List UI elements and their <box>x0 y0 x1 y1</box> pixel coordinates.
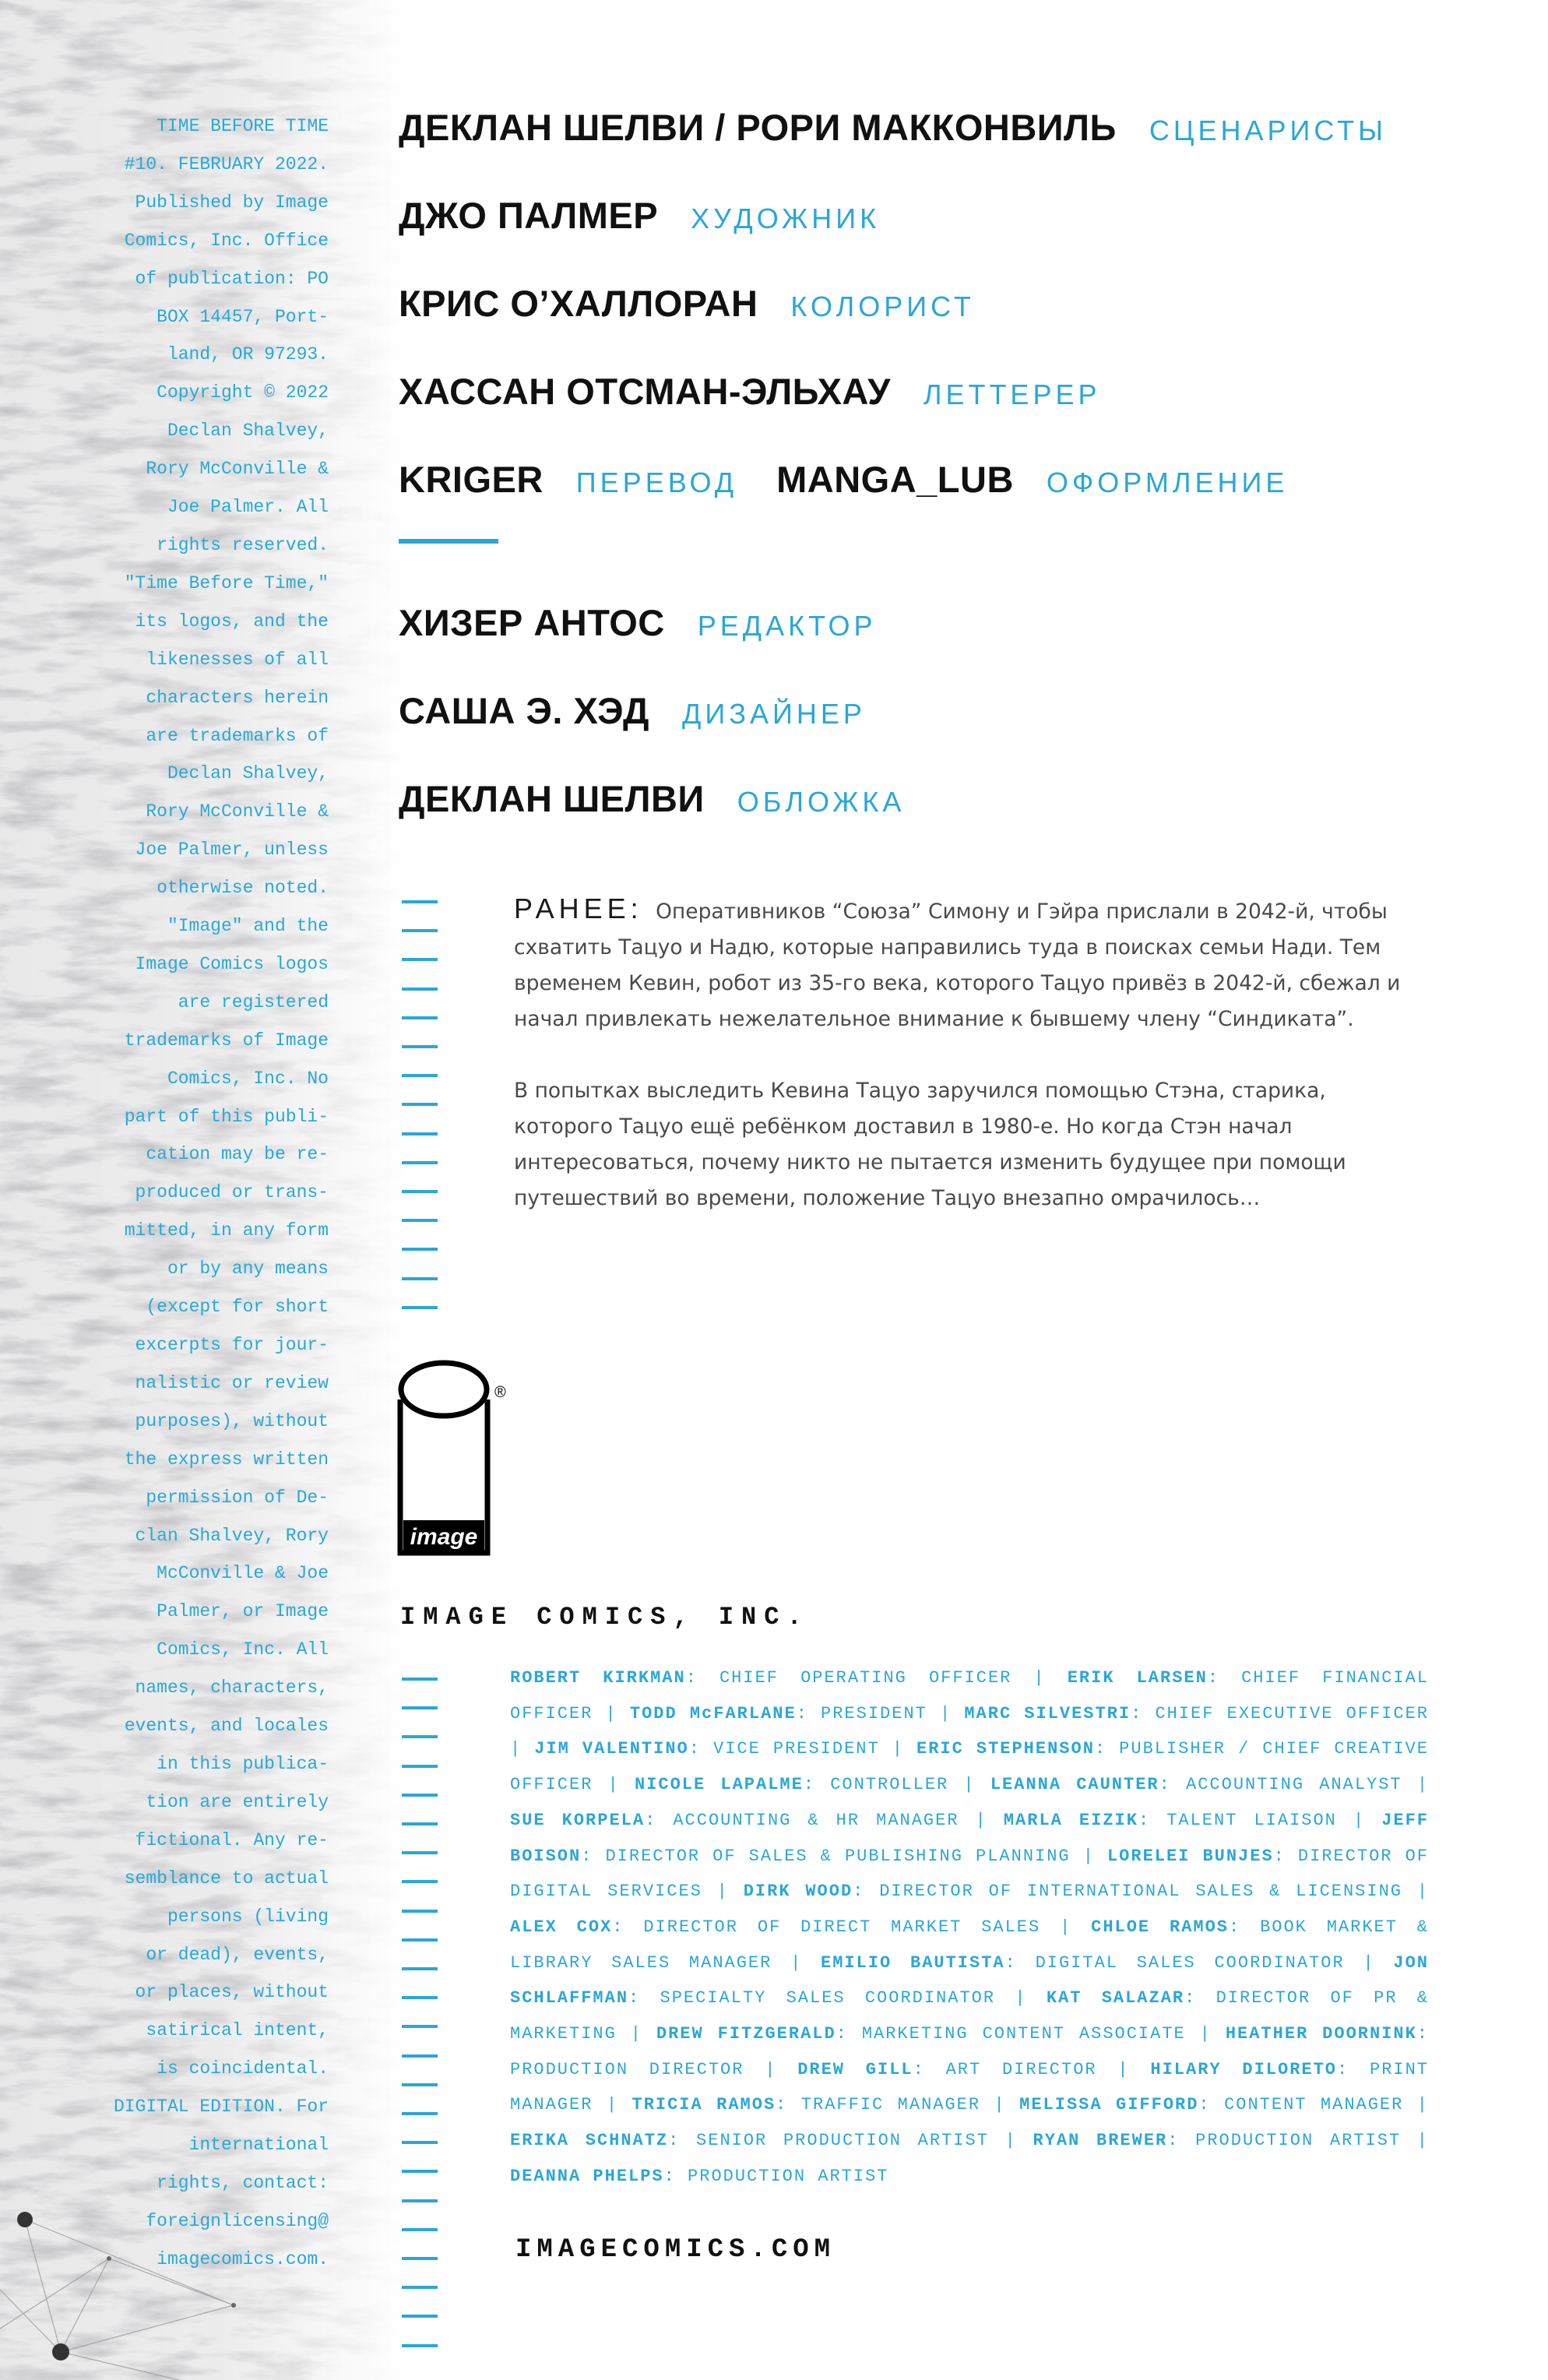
legal-line: international <box>188 2135 329 2156</box>
legal-line: likenesses of all <box>146 649 329 670</box>
legal-line: Image Comics logos <box>135 953 329 974</box>
staff-title: ACCOUNTING ANALYST <box>1186 1775 1402 1795</box>
ruler-dash <box>402 1045 438 1048</box>
legal-line: persons (living <box>167 1906 329 1927</box>
ruler-dash <box>402 1967 438 1970</box>
staff-name: DREW GILL <box>797 2059 913 2079</box>
staff-name: LORELEI BUNJES <box>1106 1846 1274 1866</box>
staff-name: DIRK WOOD <box>743 1882 853 1902</box>
staff-name: TRICIA RAMOS <box>632 2095 776 2115</box>
network-node <box>52 2343 69 2361</box>
legal-line: "Time Before Time," <box>124 572 329 593</box>
legal-notice <box>101 107 329 2279</box>
ruler-dash <box>402 929 438 932</box>
ruler-dash <box>402 1161 438 1164</box>
legal-line: Rory McConville & <box>146 459 329 480</box>
legal-line: events, and locales <box>124 1716 329 1737</box>
legal-line: in this publica- <box>157 1753 329 1774</box>
ruler-dash <box>402 2054 438 2058</box>
staff-title: DIRECTOR OF DIRECT MARKET SALES <box>643 1917 1041 1937</box>
ruler-dash <box>402 1074 438 1077</box>
credit-name: ДЕКЛАН ШЕЛВИ / РОРИ МАККОНВИЛЬ <box>399 107 1117 148</box>
ruler-dash <box>402 2170 438 2173</box>
legal-line: otherwise noted. <box>157 878 329 899</box>
ruler-dash <box>402 1996 438 1999</box>
legal-line: Published by Image <box>135 192 329 213</box>
staff-name: CHLOE RAMOS <box>1091 1917 1229 1937</box>
ruler-dash <box>402 900 438 903</box>
legal-line: Palmer, or Image <box>157 1601 329 1622</box>
staff-title: CHIEF OPERATING OFFICER <box>719 1668 1012 1688</box>
staff-title: CHIEF EXECUTIVE OFFICER <box>1155 1703 1429 1723</box>
credit-role: ХУДОЖНИК <box>691 202 881 234</box>
ruler-dash <box>402 2199 438 2202</box>
staff-name: ERIC STEPHENSON <box>916 1739 1095 1759</box>
credit-role: ДИЗАЙНЕР <box>681 698 866 730</box>
staff-title: SENIOR PRODUCTION ARTIST <box>696 2131 989 2151</box>
credit-role: ПЕРЕВОД <box>575 466 738 498</box>
legal-line: (except for short <box>146 1297 329 1318</box>
staff-title: DIRECTOR OF INTERNATIONAL SALES & LICENSING <box>879 1882 1402 1902</box>
legal-line: nalistic or review <box>135 1372 329 1393</box>
image-comics-logo <box>397 1357 506 1559</box>
staff-title: PUBLISHER / CHIEF CREATIVE OFFICER <box>510 1739 1429 1795</box>
staff-name: JEFF BOISON <box>510 1810 1430 1866</box>
credit-role: РЕДАКТОР <box>697 610 877 642</box>
legal-line: semblance to actual <box>124 1868 329 1889</box>
legal-line: imagecomics.com. <box>157 2248 329 2269</box>
logo-wordmark: image <box>410 1524 478 1550</box>
staff-title: DIRECTOR OF PR & MARKETING <box>510 1988 1430 2044</box>
credit-row <box>399 601 916 644</box>
network-node <box>17 2212 33 2227</box>
company-name: IMAGE COMICS, INC. <box>400 1603 810 1632</box>
legal-line: TIME BEFORE TIME <box>157 116 329 136</box>
synopsis-text-1: Оперативников “Союза” Симону и Гэйра прислали в 2042-й, чтобы схватить Тацуо и Надю, которые направились туда в поисках семьи Нади. Тем временем Кевин, робот из 35-го века, которого Тацуо привёз в 2042-й, сбежал и начал привлекать нежелательное внимание к бывшему члену “Синдиката”. <box>514 900 1401 1031</box>
website-url: IMAGECOMICS.COM <box>515 2235 836 2265</box>
legal-line: #10. FEBRUARY 2022. <box>124 153 329 174</box>
ruler-dash <box>402 1103 438 1106</box>
staff-name: MARLA EIZIK <box>1003 1810 1138 1830</box>
staff-name: HILARY DILORETO <box>1150 2059 1338 2079</box>
staff-title: PRESIDENT <box>821 1703 927 1723</box>
legal-line: fictional. Any re- <box>135 1829 329 1850</box>
legal-line: the express written <box>124 1449 329 1470</box>
credit-row <box>399 458 1327 501</box>
staff-name: ALEX COX <box>510 1917 613 1937</box>
credit-name: ДЕКЛАН ШЕЛВИ <box>399 778 705 819</box>
ruler-dash <box>402 1765 438 1768</box>
ruler-dash <box>402 958 438 961</box>
staff-title: MARKETING CONTENT ASSOCIATE <box>861 2024 1186 2044</box>
legal-line: Comics, Inc. Office <box>124 230 329 251</box>
ruler-dash <box>402 1938 438 1942</box>
legal-line: excerpts for jour- <box>135 1335 329 1355</box>
staff-name: ERIKA SCHNATZ <box>510 2131 669 2151</box>
legal-line: Comics, Inc. All <box>157 1639 329 1660</box>
legal-line: or dead), events, <box>146 1944 329 1965</box>
credit-name: KRIGER <box>399 459 544 500</box>
ruler-dash <box>402 1822 438 1825</box>
staff-name: SUE KORPELA <box>510 1810 646 1830</box>
staff-title: CONTENT MANAGER <box>1224 2095 1404 2115</box>
legal-line: are registered <box>178 991 329 1012</box>
ruler-dash <box>402 1735 438 1738</box>
ruler-dash <box>402 2141 438 2144</box>
credit-name: САША Э. ХЭД <box>399 690 649 731</box>
staff-title: ACCOUNTING & HR MANAGER <box>673 1810 959 1830</box>
ruler-dash <box>402 2257 438 2260</box>
ruler-dash <box>402 1016 438 1019</box>
staff-name: RYAN BREWER <box>1033 2131 1168 2151</box>
ruler-dash <box>402 2228 438 2231</box>
staff-title: TRAFFIC MANAGER <box>800 2095 981 2115</box>
staff-name: LEANNA CAUNTER <box>990 1775 1159 1795</box>
ruler-dash <box>402 1277 438 1280</box>
ruler-dash <box>402 1678 438 1681</box>
staff-name: HEATHER DOORNINK <box>1225 2024 1417 2044</box>
staff-name: ROBERT KIRKMAN <box>510 1668 686 1688</box>
staff-name: KAT SALAZAR <box>1046 1988 1185 2009</box>
legal-line: BOX 14457, Port- <box>157 306 329 327</box>
legal-line: its logos, and the <box>135 611 329 632</box>
legal-line: produced or trans- <box>135 1182 329 1203</box>
legal-line: foreignlicensing@ <box>146 2210 329 2231</box>
ruler-dash <box>402 2025 438 2028</box>
ruler-dash <box>402 1910 438 1913</box>
ruler-dash <box>402 2344 438 2347</box>
credit-row <box>399 282 1014 325</box>
legal-line: purposes), without <box>135 1410 329 1431</box>
ruler-dash <box>402 988 438 991</box>
legal-line: Declan Shalvey, <box>167 421 329 442</box>
staff-title: DIRECTOR OF DIGITAL SERVICES <box>510 1846 1429 1902</box>
ruler-dash <box>402 1219 438 1222</box>
network-node <box>231 2303 236 2308</box>
staff-name: MELISSA GIFFORD <box>1019 2095 1199 2115</box>
staff-title: TALENT LIAISON <box>1166 1810 1337 1830</box>
staff-name: TODD McFARLANE <box>629 1703 797 1723</box>
staff-name: JIM VALENTINO <box>534 1739 689 1759</box>
staff-name: JON SCHLAFFMAN <box>510 1952 1430 2009</box>
legal-line: satirical intent, <box>146 2020 329 2041</box>
legal-line: Joe Palmer. All <box>167 497 329 518</box>
legal-line: rights, contact: <box>157 2172 329 2193</box>
legal-line: of publication: PO <box>135 268 329 289</box>
legal-line: part of this publi- <box>124 1106 329 1127</box>
legal-line: Rory McConville & <box>146 801 329 822</box>
synopsis-paragraph-1 <box>514 891 1425 1037</box>
synopsis <box>514 891 1425 1252</box>
staff-title: DIRECTOR OF SALES & PUBLISHING PLANNING <box>605 1846 1071 1866</box>
credit-role: ОФОРМЛЕНИЕ <box>1046 466 1289 498</box>
ruler-dash <box>402 1306 438 1309</box>
legal-line: land, OR 97293. <box>167 344 329 365</box>
ruler-dash <box>402 2286 438 2289</box>
ruler-dash <box>402 2083 438 2086</box>
ruler-dash <box>402 1190 438 1193</box>
legal-line: are trademarks of <box>146 725 329 746</box>
staff-list: ROBERT KIRKMAN: CHIEF OPERATING OFFICER | ERIK LARSEN: CHIEF FINANCIAL OFFICER | TODD McFARLANE: PRESIDENT | MARC SILVESTRI: CHIEF EXECUTIVE OFFICER | JIM VALENTINO: VICE PRESIDENT | ERIC STEPHENSON: PUBLISHER / CHIEF CREATIVE OFFICER | NICOLE LAPALME: CONTROLLER | LEANNA CAUNTER: ACCOUNTING ANALYST | SUE KORPELA: ACCOUNTING & HR MANAGER | MARLA EIZIK: TALENT LIAISON | JEFF BOISON: DIRECTOR OF SALES & PUBLISHING PLANNING | LORELEI BUNJES: DIRECTOR OF DIGITAL SERVICES | DIRK WOOD: DIRECTOR OF INTERNATIONAL SALES & LICENSING | ALEX COX: DIRECTOR OF DIRECT MARKET SALES | CHLOE RAMOS: BOOK MARKET & LIBRARY SALES MANAGER | EMILIO BAUTISTA: DIGITAL SALES COORDINATOR | JON SCHLAFFMAN: SPECIALTY SALES COORDINATOR | KAT SALAZAR: DIRECTOR OF PR & MARKETING | DREW FITZGERALD: MARKETING CONTENT ASSOCIATE | HEATHER DOORNINK: PRODUCTION DIRECTOR | DREW GILL: ART DIRECTOR | HILARY DILORETO: PRINT MANAGER | TRICIA RAMOS: TRAFFIC MANAGER | MELISSA GIFFORD: CONTENT MANAGER | ERIKA SCHNATZ: SENIOR PRODUCTION ARTIST | RYAN BREWER: PRODUCTION ARTIST | DEANNA PHELPS: PRODUCTION ARTIST <box>510 1668 1430 2186</box>
legal-line: or by any means <box>167 1259 329 1280</box>
legal-line: cation may be re- <box>146 1144 329 1165</box>
registered-mark: ® <box>494 1384 506 1401</box>
credit-name: ДЖО ПАЛМЕР <box>399 195 659 236</box>
staff-name: DREW FITZGERALD <box>656 2024 836 2044</box>
credit-row <box>399 106 1426 149</box>
staff-name: MARC SILVESTRI <box>964 1703 1131 1723</box>
legal-line: Declan Shalvey, <box>167 763 329 784</box>
staff-title: CONTROLLER <box>830 1775 949 1795</box>
staff-title: CHIEF FINANCIAL OFFICER <box>510 1668 1429 1723</box>
legal-line: Comics, Inc. No <box>167 1068 329 1089</box>
legal-line: McConville & Joe <box>157 1563 329 1584</box>
legal-line: or places, without <box>135 1982 329 2003</box>
credit-row <box>399 777 944 820</box>
staff-name: ERIK LARSEN <box>1067 1668 1208 1688</box>
credit-name: ХИЗЕР АНТОС <box>399 602 665 643</box>
staff-title: SPECIALTY SALES COORDINATOR <box>660 1988 996 2009</box>
ruler-dash <box>402 1880 438 1883</box>
ruler-dash <box>402 2112 438 2115</box>
staff-name: NICOLE LAPALME <box>635 1775 804 1795</box>
legal-line: mitted, in any form <box>124 1220 329 1241</box>
legal-line: rights reserved. <box>157 534 329 555</box>
staff-title: DIGITAL SALES COORDINATOR <box>1035 1952 1345 1973</box>
legal-line: permission of De- <box>146 1487 329 1508</box>
legal-line: names, characters, <box>135 1678 329 1699</box>
ruler-dash <box>402 1248 438 1251</box>
staff-name: EMILIO BAUTISTA <box>821 1952 1005 1973</box>
legal-line: "Image" and the <box>167 916 329 937</box>
credit-name: MANGA_LUB <box>776 459 1014 500</box>
credit-name: ХАССАН ОТСМАН-ЭЛЬХАУ <box>399 371 891 412</box>
staff-title: PRINT MANAGER <box>510 2059 1430 2115</box>
legal-line: Joe Palmer, unless <box>135 840 329 861</box>
credit-name: КРИС О’ХАЛЛОРАН <box>399 283 758 324</box>
credit-role: ОБЛОЖКА <box>737 786 906 818</box>
credit-role: ЛЕТТЕРЕР <box>923 378 1101 410</box>
synopsis-paragraph-2: В попытках выследить Кевина Тацуо заручился помощью Стэна, старика, которого Тацуо ещё ребёнком доставил в 1980-е. Но когда Стэн начал интересоваться, почему никто не пытается изменить будущее при помощи путешествий во времени, положение Тацуо внезапно омрачилось… <box>514 1079 1346 1210</box>
legal-line: Copyright © 2022 <box>157 382 329 403</box>
credit-role: СЦЕНАРИСТЫ <box>1149 114 1388 146</box>
credits-divider <box>399 539 498 544</box>
credit-role: КОЛОРИСТ <box>790 290 975 322</box>
credit-row <box>399 194 919 237</box>
ruler-dash <box>402 1794 438 1797</box>
staff-title: PRODUCTION ARTIST <box>1195 2131 1402 2151</box>
legal-line: clan Shalvey, Rory <box>135 1525 329 1546</box>
legal-line: tion are entirely <box>146 1791 329 1812</box>
staff-title: ART DIRECTOR <box>945 2059 1097 2079</box>
legal-line: is coincidental. <box>157 2058 329 2079</box>
legal-line: DIGITAL EDITION. For <box>113 2097 329 2118</box>
ruler-dash <box>402 1851 438 1854</box>
staff-name: DEANNA PHELPS <box>510 2166 664 2186</box>
ruler-dash <box>402 1132 438 1135</box>
credit-row <box>399 370 1139 413</box>
legal-line: characters herein <box>146 687 329 708</box>
staff-title: PRODUCTION DIRECTOR <box>510 2059 744 2079</box>
staff-title: VICE PRESIDENT <box>713 1739 880 1759</box>
legal-line: trademarks of Image <box>124 1030 329 1051</box>
staff-title: PRODUCTION ARTIST <box>688 2166 889 2186</box>
ruler-dash <box>402 1706 438 1709</box>
credit-row <box>399 689 905 732</box>
synopsis-lead: РАНЕЕ: <box>514 892 643 924</box>
ruler-dash <box>402 2315 438 2318</box>
staff-title: BOOK MARKET & LIBRARY SALES MANAGER <box>510 1917 1429 1973</box>
